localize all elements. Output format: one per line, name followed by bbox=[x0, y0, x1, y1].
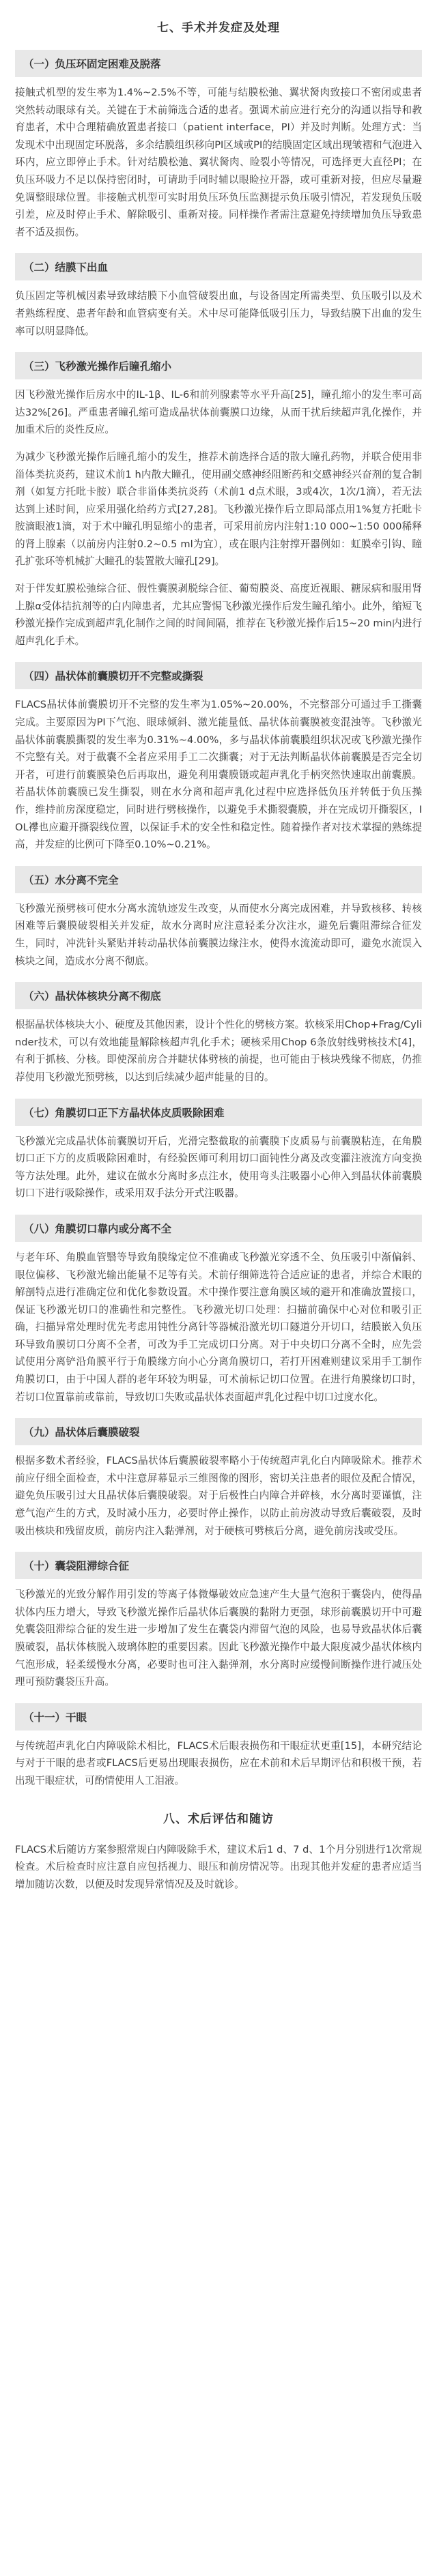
section-heading: （一）负压环固定困难及脱落 bbox=[15, 50, 422, 77]
paragraph: 根据多数术者经验，FLACS晶状体后囊膜破裂率略小于传统超声乳化白内障吸除术。推荐术前应仔细全面检查，术中注意屏幕显示三维图像的图形，密切关注患者的眼位及配合情况，避免负压吸引过大且晶状体后囊膜破裂。对于后极性白内障合并碎核，水分离时要谨慎，注意气泡产生的方式，及时减小压力，必要时停止操作，以防止前房波动导致后囊破裂，及时吸出核块和残留皮质，前房内注入黏弹剂，对于硬核可劈核后分离，避免前房浅或受压。 bbox=[15, 1455, 422, 1537]
chapter-7-title: 七、手术并发症及处理 bbox=[157, 21, 280, 35]
section-heading: （七）角膜切口正下方晶状体皮质吸除困难 bbox=[15, 1099, 422, 1126]
chapter-8-title: 八、术后评估和随访 bbox=[163, 1812, 274, 1826]
section-heading: （十一）干眼 bbox=[15, 1703, 422, 1731]
paragraph: 对于伴发虹膜松弛综合征、假性囊膜剥脱综合征、葡萄膜炎、高度近视眼、糖尿病和服用肾上腺α受体拮抗剂等的白内障患者，尤其应警惕飞秒激光操作后发生瞳孔缩小。此外，缩短飞秒激光操作完成到超声乳化制作之间的时间间隔，推荐在飞秒激光操作后15~20 min内进行超声乳化手术。 bbox=[15, 583, 422, 647]
paragraph: FLACS术后随访方案参照常规白内障吸除手术，建议术后1 d、7 d、1个月分别进行1次常规检查。术后检查时应注意自应包括视力、眼压和前房情况等。出现其他并发症的患者应适当增加随访次数，以便及时发现异常情况及及时就诊。 bbox=[15, 1843, 422, 1890]
section-9-posterior-capsule-rupture bbox=[15, 1418, 422, 1539]
section-4-capsulotomy bbox=[15, 662, 422, 853]
section-heading: （六）晶状体核块分离不彻底 bbox=[15, 982, 422, 1009]
section-3-miosis bbox=[15, 352, 422, 650]
section-follow-up bbox=[15, 1841, 422, 1894]
paragraph: 与老年环、角膜血管翳等导致角膜缘定位不准确或飞秒激光穿透不全、负压吸引中渐偏斜、眼位偏移、飞秒激光输出能量不足等有关。术前仔细筛选符合适应证的患者，并综合术眼的解剖特点进行准确定位和优化参数设置。术中操作要注意角膜区域的避开和准确放置接口，保证飞秒激光切口的准确性和完整性。飞秒激光切口处理：扫描前确保中心对位和吸引正确，扫描异常处理时优先考虑用钝性分离针等器械沿激光切口隧道分开切口，结膜嵌入负压环导致角膜切口分离不全者，可改为手工完成切口分离。对于中央切口分离不全时，应先尝试使用分离铲沿角膜平行于角膜缘方向小心分离角膜切口，若打开困难则建议采用手工制作角膜切口，由于中国人群的老年环较为明显，可术前标记切口位置。在进行角膜缘切口时，若切口位置靠前或靠前，导致切口失败或晶状体表面超声乳化过程中切口过度水化。 bbox=[15, 1251, 422, 1403]
paragraph: 为减少飞秒激光操作后瞳孔缩小的发生，推荐术前选择合适的散大瞳孔药物，并联合使用非甾体类抗炎药，建议术前1 h内散大瞳孔，使用副交感神经阻断药和交感神经兴奋剂的复合制剂（如复方托吡卡胺）联合非甾体类抗炎药（术前1 d点术眼，3或4次，1次/1滴），若无法达到上述时间，应采用强化给药方式[27,28]。飞秒激光操作后立即局部点用1%复方托吡卡胺滴眼液1滴，对于术中瞳孔明显缩小的患者，可采用前房内注射1:10 000~1:50 000稀释的肾上腺素（以前房内注射0.2~0.5 ml为宜），或在眼内注射撑开器例如：虹膜牵引钩、瞳孔扩张环等机械扩大瞳孔的装置散大瞳孔[29]。 bbox=[15, 450, 422, 568]
section-heading: （五）水分离不完全 bbox=[15, 866, 422, 893]
section-heading: （十）囊袋阻滞综合征 bbox=[15, 1552, 422, 1579]
section-heading: （九）晶状体后囊膜破裂 bbox=[15, 1418, 422, 1445]
paragraph: 根据晶状体核块大小、硬度及其他因素，设计个性化的劈核方案。软核采用Chop+Frag/Cylinder技术，可以有效地能量解除核超声乳化手术；硬核采用Chop 6条放射线劈核技术[4]，有利于抓核、分核。即使深前房合并睫状体劈核的前提，也可能由于核块残缘不彻底，仍推荐使用飞秒激光预劈核，以达到后续减少超声能量的目的。 bbox=[15, 1019, 422, 1083]
paragraph: 与传统超声乳化白内障吸除术相比，FLACS术后眼表损伤和干眼症状更重[15]，本研究结论与对于干眼的患者或FLACS后更易出现眼表损伤，应在术前和术后早期评估和积极干预，若出现干眼症状，可酌情使用人工泪液。 bbox=[15, 1739, 422, 1786]
paragraph: 飞秒激光的光致分解作用引发的等离子体微爆破效应急速产生大量气泡积于囊袋内，使得晶状体内压力增大，导致飞秒激光操作后晶状体后囊膜的黏附力更强，球形前囊膜切开中可避免囊袋阻滞综合征的发生进一步增加了发生在囊袋内滞留气泡的风险，也易导致晶状体后囊膜破裂，晶状体核脱入玻璃体腔的重要因素。因此飞秒激光操作中最大限度减少晶状体核内气泡形成，轻柔缓慢水分离，必要时也可注入黏弹剂，水分离时应缓慢间断操作进行减压处理可预防囊袋压升高。 bbox=[15, 1589, 422, 1688]
paragraph: FLACS晶状体前囊膜切开不完整的发生率为1.05%~20.00%，不完整部分可通过手工撕囊完成。主要原因为PI下气泡、眼球倾斜、激光能量低、晶状体前囊膜被变混浊等。飞秒激光晶状体前囊膜撕裂的发生率为0.31%~4.00%，多与晶状体前囊膜组织状况或飞秒激光操作不完整有关。对于截囊不全者应采用手工二次撕囊；对于无法判断晶状体前囊膜是否完全切开者，可进行前囊膜染色后再取出，避免利用囊膜镊或超声乳化手柄突然快速取出前囊膜。若晶状体前囊膜已发生撕裂，则在水分离和超声乳化过程中应选择低负压并转低于负压操作，维持前房深度稳定，同时进行劈核操作，以避免手术撕裂囊膜，并在完成切开撕裂区，IOL襻也应避开撕裂线位置，以保证手术的安全性和稳定性。随着操作者对技术掌握的熟练提高，并发症的比例可下降至0.10%~0.21%。 bbox=[15, 699, 422, 851]
section-5-hydrodissection bbox=[15, 866, 422, 970]
section-heading: （三）飞秒激光操作后瞳孔缩小 bbox=[15, 352, 422, 379]
paragraph: 接触式机型的发生率为1.4%~2.5%不等，可能与结膜松弛、翼状胬肉致接口不密闭或患者突然转动眼球有关。关键在于术前筛选合适的患者。强调术前应进行充分的沟通以指导和教育患者，术中合理精确放置患者接口（patient interface，PI）并及时判断。处理方式：当发现术中出现固定环脱落，多余结膜组织移向PI区域或PI的结膜固定区域出现皱褶和气泡进入环内，应立即停止手术。针对结膜松弛、翼状胬肉、睑裂小等情况，可选择更大直径PI；在负压环吸力不足以保持密闭时，可请助手同时辅以眼睑拉开器，或可重新对接，但应尽量避免调整眼球位置。非接触式机型可实时用负压环负压监测提示负压吸引情况，若发现负压吸引差，应及时停止手术、解除吸引、重新对接。同样操作者需注意避免持续增加负压导致患者不适及损伤。 bbox=[15, 87, 422, 238]
section-heading: （四）晶状体前囊膜切开不完整或撕裂 bbox=[15, 662, 422, 689]
section-11-dry-eye bbox=[15, 1703, 422, 1790]
section-8-corneal-incision bbox=[15, 1215, 422, 1406]
paragraph: 负压固定等机械因素导致球结膜下小血管破裂出血，与设备固定所需类型、负压吸引以及术者熟练程度、患者年龄和血管病变有关。术中尽可能降低吸引压力，导致结膜下出血的发生率可以明显降低。 bbox=[15, 290, 422, 337]
paragraph: 因飞秒激光操作后房水中的IL-1β、IL-6和前列腺素等水平升高[25]，瞳孔缩小的发生率可高达32%[26]。严重患者瞳孔缩可造成晶状体前囊膜口边缘，从而干扰后续超声乳化操作，并加重术后的炎性反应。 bbox=[15, 389, 422, 436]
section-6-nucleus-separation bbox=[15, 982, 422, 1086]
section-heading: （二）结膜下出血 bbox=[15, 253, 422, 280]
section-7-cortex-removal bbox=[15, 1099, 422, 1202]
paragraph: 飞秒激光预劈核可使水分离水流轨迹发生改变，从而使水分离完成困难，并导致核移、转核困难等后囊膜破裂相关并发症，故水分离时应注意轻柔分次注水，避免后囊阻滞综合征发生，同时，冲洗针头紧贴并转动晶状体前囊膜边缘注水，使得水流流动即可，避免水流误入核块之间，造成水分离不彻底。 bbox=[15, 902, 422, 967]
section-2-subconjunctival-hemorrhage bbox=[15, 253, 422, 340]
section-heading: （八）角膜切口靠内或分离不全 bbox=[15, 1215, 422, 1242]
paragraph: 飞秒激光完成晶状体前囊膜切开后，光滑完整截取的前囊膜下皮质易与前囊膜粘连，在角膜切口正下方的皮质吸除困难时，有经验医师可利用切口面钝性分离及改变灌注液流方向变换等方法处理。此外，建议在做水分离时多点注水，使用弯头注吸器小心伸入到晶状体前囊膜切口下进行吸除操作，或采用双手法分开式注吸器。 bbox=[15, 1135, 422, 1200]
section-10-capsular-block bbox=[15, 1552, 422, 1691]
section-1-fixation-ring bbox=[15, 50, 422, 241]
